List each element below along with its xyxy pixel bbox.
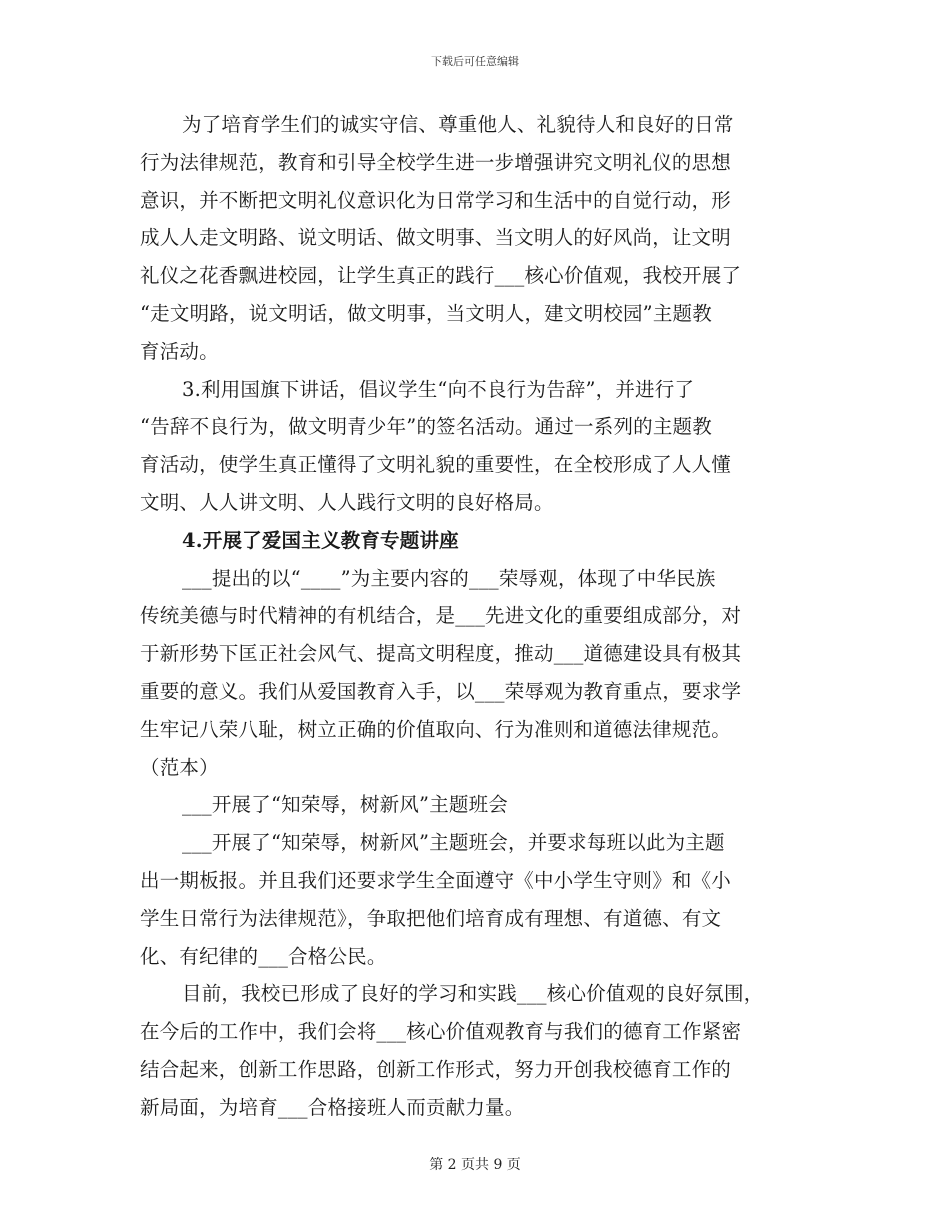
paragraph	[140, 560, 810, 787]
text-line: 生牢记八荣八耻，树立正确的价值取向、行为准则和道德法律规范。	[140, 717, 732, 741]
text-line: 礼仪之花香飘进校园，让学生真正的践行___核心价值观，我校开展了	[140, 264, 742, 288]
text-line: 行为法律规范，教育和引导全校学生进一步增强讲究文明礼仪的思想	[140, 150, 732, 174]
section-heading: 4.开展了爱国主义教育专题讲座	[182, 528, 459, 552]
text-line: 目前，我校已形成了良好的学习和实践___核心价值观的良好氛围，	[182, 982, 764, 1006]
text-line: 成人人走文明路、说文明话、做文明事、当文明人的好风尚，让文明	[140, 226, 732, 250]
text-line: 传统美德与时代精神的有机结合，是___先进文化的重要组成部分，对	[140, 604, 742, 628]
text-line: 育活动。	[140, 339, 219, 363]
paragraph	[140, 975, 810, 1126]
paragraph	[140, 371, 810, 522]
text-line: 在今后的工作中，我们会将___核心价值观教育与我们的德育工作紧密	[140, 1020, 742, 1044]
text-line: 重要的意义。我们从爱国教育入手，以___荣辱观为教育重点，要求学	[140, 679, 742, 703]
text-line: ___开展了“知荣辱，树新风”主题班会	[182, 793, 508, 817]
text-line: 为了培育学生们的诚实守信、尊重他人、礼貌待人和良好的日常	[182, 113, 734, 136]
text-line: 新局面，为培育___合格接班人而贡献力量。	[140, 1095, 525, 1119]
text-line: 化、有纪律的___合格公民。	[140, 944, 387, 968]
text-line: 文明、人人讲文明、人人践行文明的良好格局。	[140, 490, 554, 514]
text-line: ___开展了“知荣辱，树新风”主题班会，并要求每班以此为主题	[182, 831, 725, 855]
text-line: （范本）	[140, 755, 219, 779]
text-line: 于新形势下匡正社会风气、提高文明程度，推动___道德建设具有极其	[140, 642, 742, 666]
text-line: 学生日常行为法律规范》，争取把他们培育成有理想、有道德、有文	[140, 906, 722, 930]
text-line: 结合起来，创新工作思路，创新工作形式，努力开创我校德育工作的	[140, 1057, 732, 1081]
text-line: ___提出的以“____”为主要内容的___荣辱观，体现了中华民族	[182, 566, 716, 590]
text-line: 出一期板报。并且我们还要求学生全面遵守《中小学生守则》和《小	[140, 868, 732, 892]
text-line: 3.利用国旗下讲话，倡议学生“向不良行为告辞”，并进行了	[182, 377, 695, 401]
text-line: 意识，并不断把文明礼仪意识化为日常学习和生活中的自觉行动，形	[140, 188, 732, 212]
page-footer: 第 2 页共 9 页	[429, 1157, 521, 1173]
text-line: “告辞不良行为，做文明青少年”的签名活动。通过一系列的主题教	[140, 415, 712, 439]
document-body	[140, 106, 810, 1127]
text-line: 育活动，使学生真正懂得了文明礼貌的重要性，在全校形成了人人懂	[140, 453, 732, 477]
paragraph	[140, 786, 810, 824]
page-header: 下载后可任意编辑	[431, 55, 519, 68]
paragraph	[140, 824, 810, 975]
paragraph	[140, 106, 810, 371]
text-line: “走文明路，说文明话，做文明事，当文明人，建文明校园”主题教	[140, 301, 712, 325]
